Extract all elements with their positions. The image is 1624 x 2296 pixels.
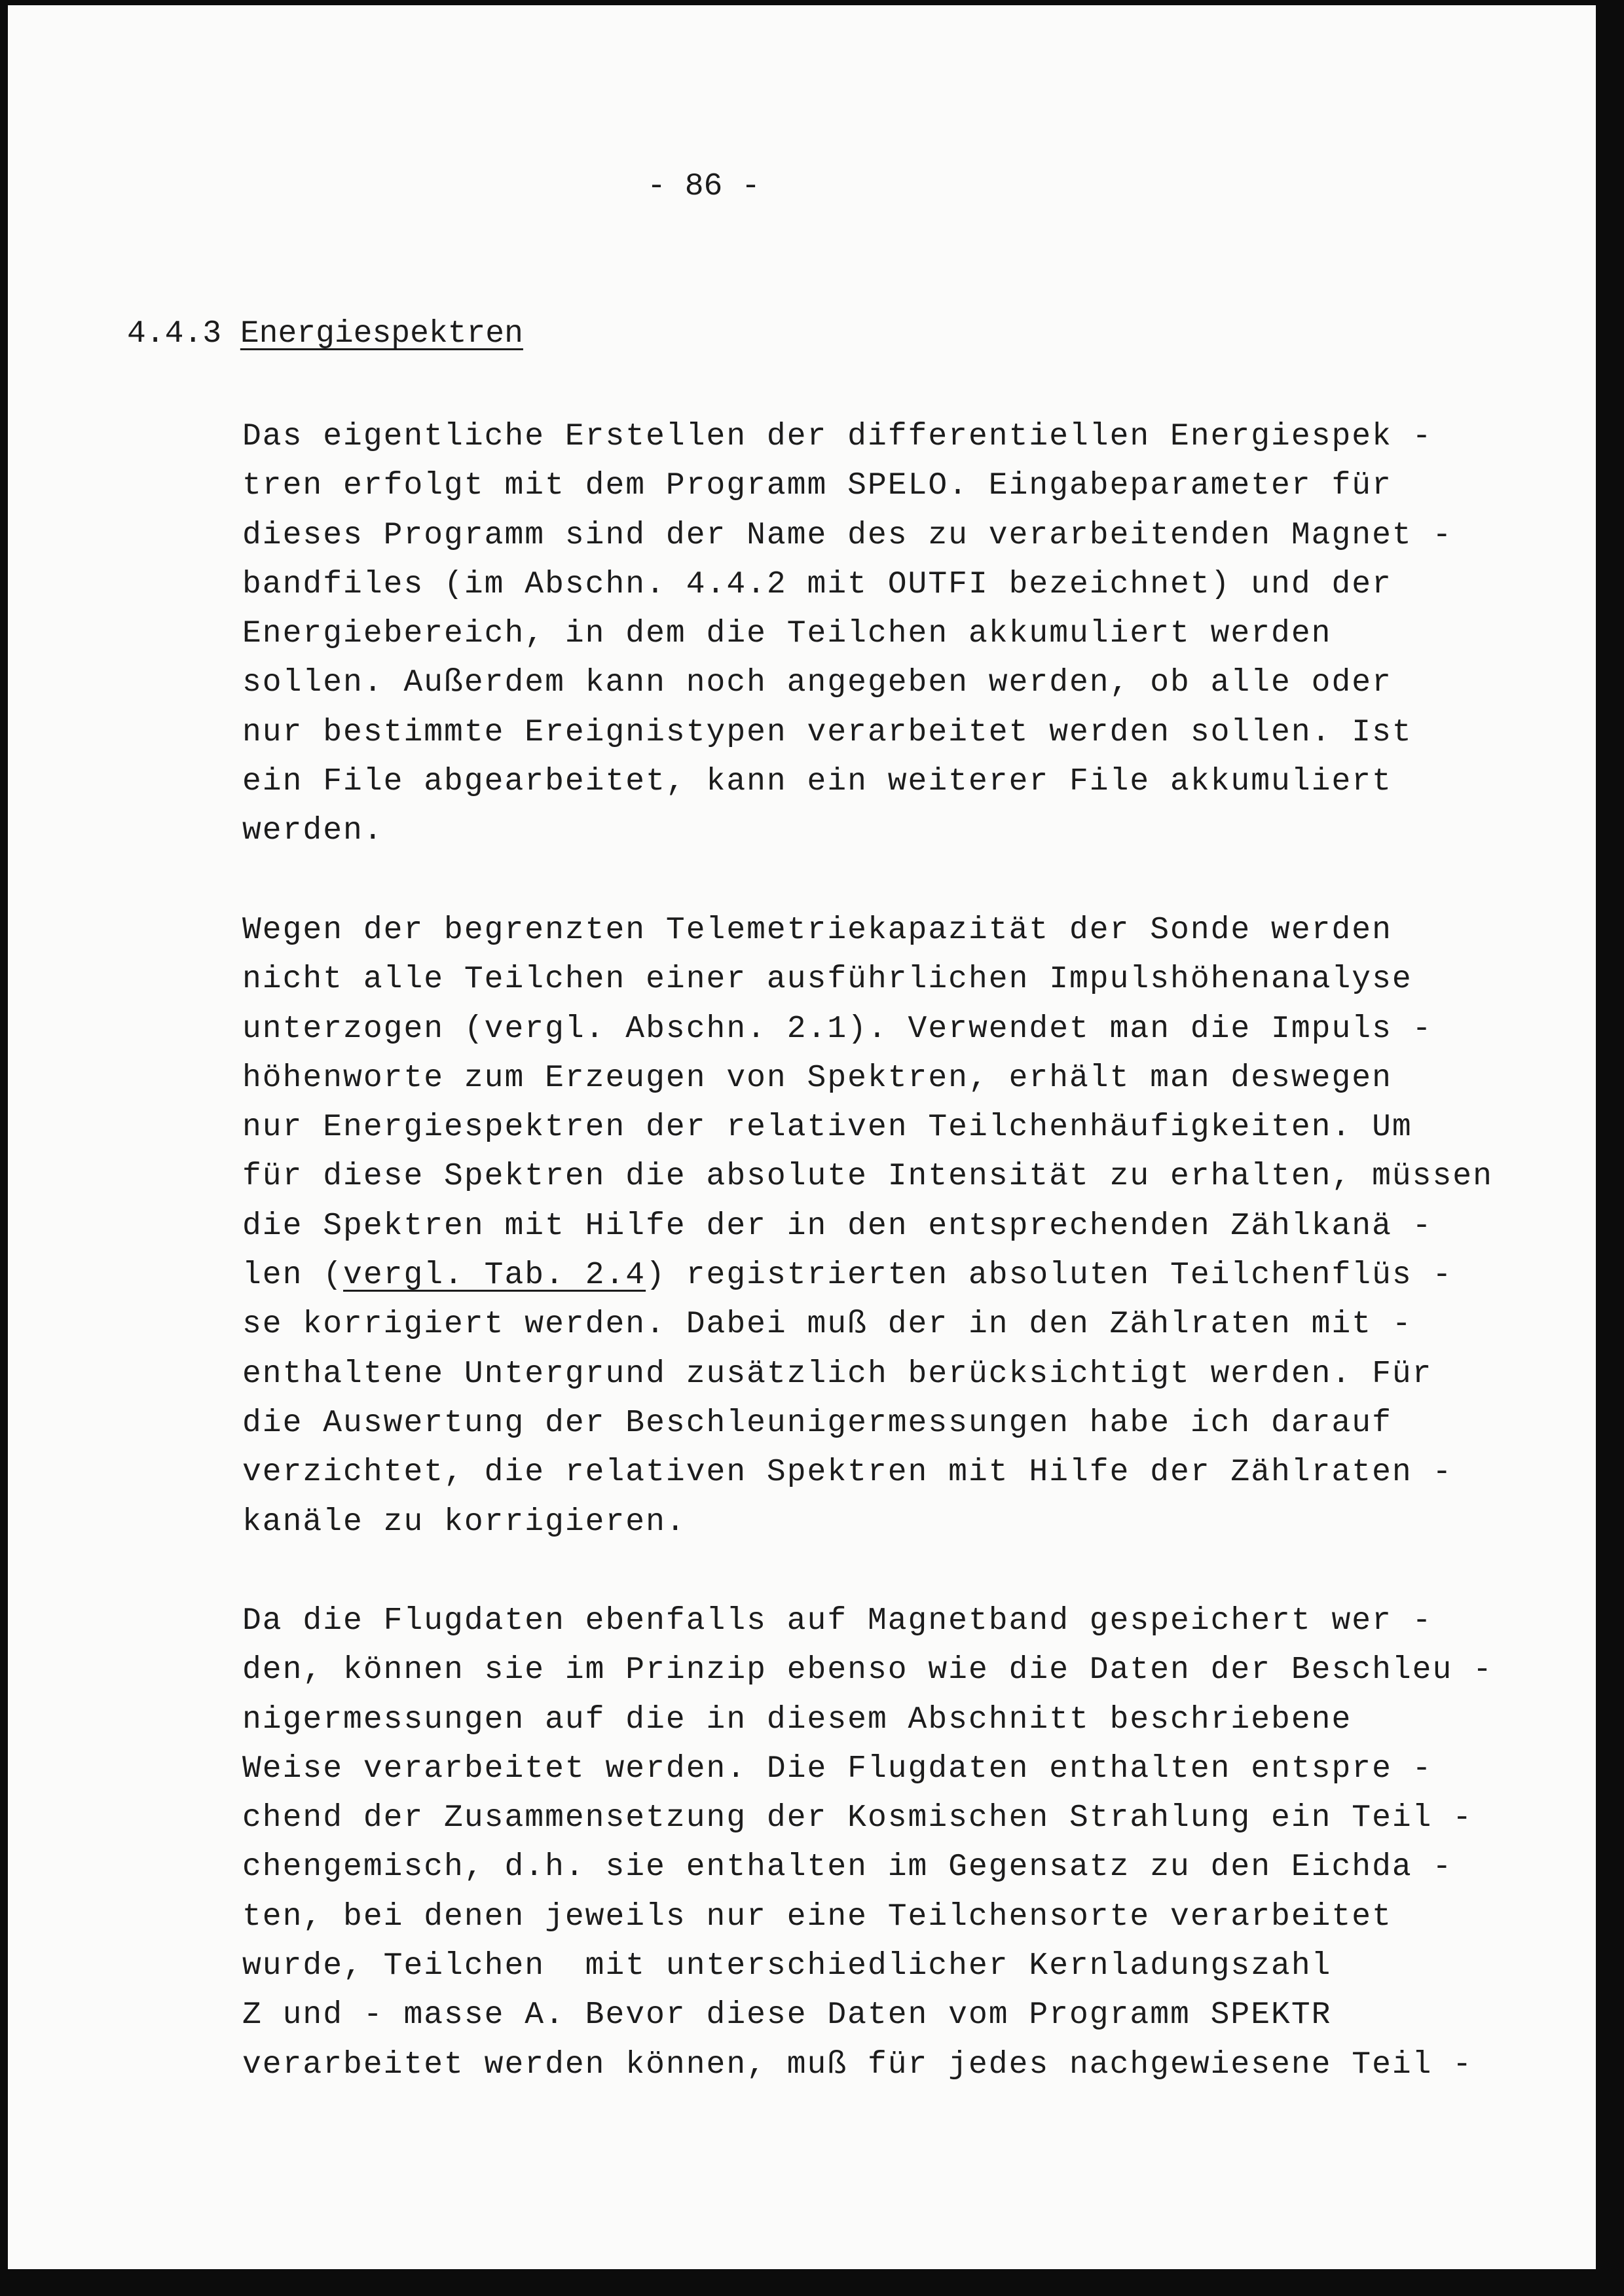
text-line: höhenworte zum Erzeugen von Spektren, erhält man deswegen bbox=[242, 1060, 1392, 1096]
text-line: kanäle zu korrigieren. bbox=[242, 1504, 686, 1540]
text-line: bandfiles (im Abschn. 4.4.2 mit OUTFI bezeichnet) und der bbox=[242, 566, 1392, 602]
text-line: dieses Programm sind der Name des zu verarbeitenden Magnet - bbox=[242, 517, 1453, 553]
underlined-reference: vergl. Tab. 2.4 bbox=[343, 1258, 646, 1294]
text-line: wurde, Teilchen mit unterschiedlicher Kernladungszahl bbox=[242, 1948, 1332, 1984]
text-line: tren erfolgt mit dem Programm SPELO. Eingabeparameter für bbox=[242, 468, 1392, 504]
text-line: se korrigiert werden. Dabei muß der in den Zählraten mit - bbox=[242, 1307, 1412, 1343]
paragraph-2 bbox=[242, 906, 1552, 1547]
text-line: chend der Zusammensetzung der Kosmischen Strahlung ein Teil - bbox=[242, 1800, 1473, 1836]
text-line: werden. bbox=[242, 813, 384, 849]
text-line: Energiebereich, in dem die Teilchen akkumuliert werden bbox=[242, 616, 1332, 652]
paragraph-3 bbox=[242, 1597, 1552, 2090]
text-line: die Spektren mit Hilfe der in den entsprechenden Zählkanä - bbox=[242, 1208, 1433, 1244]
text-line: sollen. Außerdem kann noch angegeben werden, ob alle oder bbox=[242, 665, 1392, 701]
section-heading bbox=[127, 312, 523, 356]
text-line bbox=[242, 1251, 1552, 1300]
text-line: Das eigentliche Erstellen der differentiellen Energiespek - bbox=[242, 419, 1433, 454]
text-line: für diese Spektren die absolute Intensität zu erhalten, müssen bbox=[242, 1159, 1493, 1195]
text-line: nicht alle Teilchen einer ausführlichen Impulshöhenanalyse bbox=[242, 962, 1412, 998]
text-line: die Auswertung der Beschleunigermessungen habe ich darauf bbox=[242, 1405, 1392, 1441]
text-line: verzichtet, die relativen Spektren mit Hilfe der Zählraten - bbox=[242, 1455, 1453, 1491]
document-page bbox=[8, 5, 1596, 2269]
text-line: Wegen der begrenzten Telemetriekapazität der Sonde werden bbox=[242, 913, 1392, 948]
paragraph-1 bbox=[242, 412, 1552, 856]
text-line: nur bestimmte Ereignistypen verarbeitet werden sollen. Ist bbox=[242, 714, 1412, 750]
text-segment: ) registrierten absoluten Teilchenflüs - bbox=[646, 1258, 1453, 1294]
text-line: Z und - masse A. Bevor diese Daten vom Programm SPEKTR bbox=[242, 1997, 1332, 2033]
section-number: 4.4.3 bbox=[127, 316, 222, 352]
page-number: - 86 - bbox=[647, 169, 760, 204]
text-line: unterzogen (vergl. Abschn. 2.1). Verwendet man die Impuls - bbox=[242, 1011, 1433, 1047]
text-line: enthaltene Untergrund zusätzlich berücksichtigt werden. Für bbox=[242, 1356, 1433, 1392]
text-line: ten, bei denen jeweils nur eine Teilchensorte verarbeitet bbox=[242, 1899, 1392, 1935]
text-line: verarbeitet werden können, muß für jedes nachgewiesene Teil - bbox=[242, 2047, 1473, 2083]
text-line: Da die Flugdaten ebenfalls auf Magnetband gespeichert wer - bbox=[242, 1603, 1433, 1639]
text-line: chengemisch, d.h. sie enthalten im Gegensatz zu den Eichda - bbox=[242, 1850, 1453, 1886]
text-line: nur Energiespektren der relativen Teilchenhäufigkeiten. Um bbox=[242, 1110, 1412, 1146]
text-line: nigermessungen auf die in diesem Abschnitt beschriebene bbox=[242, 1702, 1352, 1738]
text-segment: len ( bbox=[242, 1258, 344, 1294]
text-line: ein File abgearbeitet, kann ein weiterer File akkumuliert bbox=[242, 764, 1392, 800]
text-line: den, können sie im Prinzip ebenso wie die Daten der Beschleu - bbox=[242, 1652, 1493, 1688]
text-line: Weise verarbeitet werden. Die Flugdaten enthalten entspre - bbox=[242, 1751, 1433, 1787]
section-title: Energiespektren bbox=[240, 316, 523, 352]
